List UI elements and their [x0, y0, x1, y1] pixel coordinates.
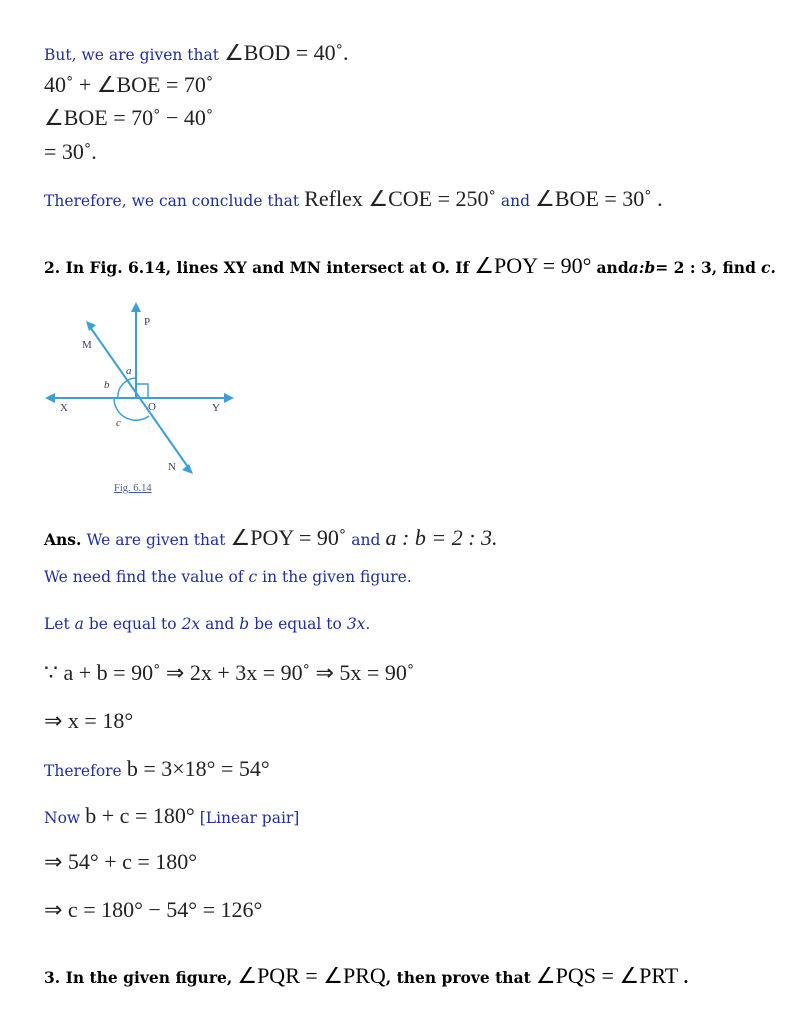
answer-given-text: We are given that [86, 531, 226, 549]
var-b: b [239, 615, 250, 633]
reflex-coe-equation: Reflex ∠COE = 250˚ [304, 186, 496, 211]
question-2-ratio: = 2 : 3, find [655, 258, 756, 277]
arrowhead-x [45, 393, 55, 403]
expr-3x: 3x. [346, 615, 371, 633]
poy-equation: ∠POY = 90˚ [230, 525, 347, 550]
label-n: N [168, 461, 176, 473]
equation-line-4: = 30˚. [44, 139, 97, 164]
in-figure-text: in the given figure. [262, 568, 412, 586]
answer-line-3 [44, 615, 370, 633]
label-x: X [60, 402, 68, 414]
label-b: b [104, 379, 110, 391]
given-text: But, we are given that [44, 46, 219, 64]
now-text: Now [44, 809, 81, 827]
b-equation: b = 3×18° = 54° [126, 756, 270, 781]
answer-line-2 [44, 568, 412, 586]
figure-caption: Fig. 6.14 [114, 483, 152, 494]
x-equation-line: ⇒ x = 18° [44, 708, 134, 733]
ratio-equation: a : b = 2 : 3. [385, 525, 498, 550]
var-a: a [74, 615, 84, 633]
therefore-text: Therefore [44, 762, 122, 780]
arrowhead-p [131, 302, 141, 312]
equal-to-text-1: be equal to [88, 615, 177, 633]
let-text: Let [44, 615, 70, 633]
question-2-ratio-vars: a:b [628, 258, 656, 277]
question-2-lead: 2. In Fig. 6.14, lines XY and MN intersect at O. If [44, 258, 470, 277]
label-p: P [144, 316, 151, 328]
label-o: O [148, 401, 156, 413]
bc-equation: b + c = 180° [85, 803, 195, 828]
conclusion-line [44, 186, 663, 212]
question-3-math-b: ∠PQS = ∠PRT [535, 963, 679, 988]
conclusion-text: Therefore, we can conclude that [44, 192, 300, 210]
question-3-mid: , then prove that [385, 968, 531, 987]
equation-line-2: 40˚ + ∠BOE = 70˚ [44, 72, 214, 97]
arrowhead-n [182, 464, 193, 474]
c-result-line: ⇒ c = 180° − 54° = 126° [44, 897, 263, 922]
sum-equation-line: ∵ a + b = 90˚ ⇒ 2x + 3x = 90˚ ⇒ 5x = 90˚ [44, 660, 415, 685]
boe-equation: ∠BOE = 30˚ . [535, 186, 663, 211]
c-step-line: ⇒ 54° + c = 180° [44, 849, 198, 874]
question-2-and: and [596, 258, 629, 277]
question-2-math: ∠POY = 90° [474, 253, 592, 278]
given-bod-line [44, 40, 348, 66]
expr-2x: 2x [181, 615, 201, 633]
label-a: a [126, 365, 132, 377]
linear-pair-note: [Linear pair] [199, 809, 300, 827]
question-3-math-a: ∠PQR = ∠PRQ [237, 963, 386, 988]
and-text-2: and [205, 615, 235, 633]
question-3-lead: 3. In the given figure, [44, 968, 233, 987]
label-m: M [82, 339, 92, 351]
answer-label: Ans. [44, 530, 82, 549]
need-find-text: We need find the value of [44, 568, 244, 586]
equation-line-3: ∠BOE = 70˚ − 40˚ [44, 105, 214, 130]
label-y: Y [212, 402, 220, 414]
question-3 [44, 963, 689, 989]
var-c: c [248, 568, 258, 586]
linear-pair-line [44, 803, 299, 829]
equal-to-text-2: be equal to [254, 615, 342, 633]
b-value-line [44, 756, 270, 782]
question-3-end: . [683, 968, 689, 987]
answer-line-1 [44, 525, 498, 551]
and-text: and [500, 192, 531, 210]
answer-and: and [351, 531, 381, 549]
angle-b-arc [118, 383, 124, 398]
question-2-find-c: c. [761, 258, 776, 277]
bod-equation: ∠BOD = 40˚. [224, 40, 349, 65]
label-c: c [116, 417, 121, 429]
question-2 [44, 253, 776, 279]
figure-6-14 [44, 298, 244, 503]
arrowhead-y [224, 393, 234, 403]
